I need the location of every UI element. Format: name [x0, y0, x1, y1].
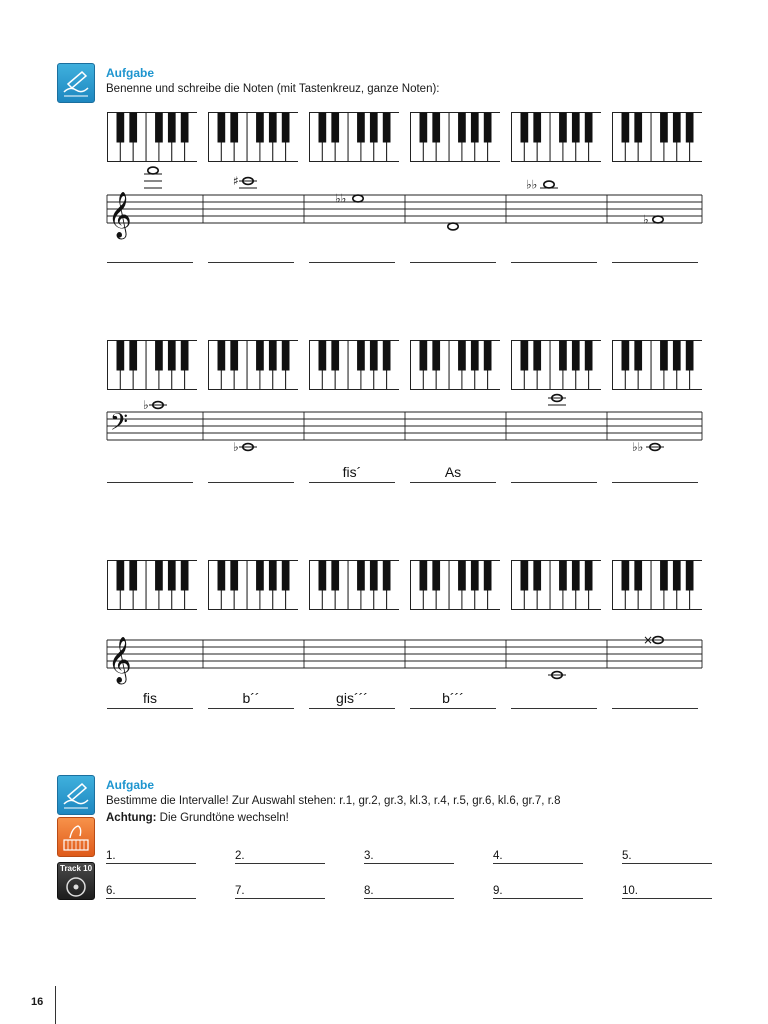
interval-answer-line[interactable]: [235, 898, 325, 899]
task2-warning: [106, 812, 289, 824]
black-key[interactable]: [181, 561, 189, 591]
whole-note: [148, 167, 158, 174]
black-key[interactable]: [282, 113, 290, 143]
black-key[interactable]: [572, 113, 580, 143]
answer-text: fis: [143, 690, 157, 706]
accidental-icon: ♭♭: [632, 440, 644, 454]
piano-keyboard[interactable]: [410, 560, 500, 610]
piano-keyboard[interactable]: [612, 560, 702, 610]
cd-icon[interactable]: [57, 862, 95, 900]
black-key[interactable]: [383, 113, 391, 143]
black-key[interactable]: [181, 113, 189, 143]
music-staff: [0, 165, 768, 245]
black-key[interactable]: [458, 113, 466, 143]
black-key[interactable]: [256, 341, 264, 371]
black-key[interactable]: [269, 561, 277, 591]
black-key[interactable]: [370, 561, 378, 591]
black-key[interactable]: [357, 341, 365, 371]
black-key[interactable]: [155, 113, 163, 143]
black-key[interactable]: [521, 113, 529, 143]
black-key[interactable]: [129, 561, 137, 591]
black-key[interactable]: [331, 561, 339, 591]
answer-blank[interactable]: [612, 262, 698, 263]
black-key[interactable]: [533, 113, 541, 143]
interval-number: 7.: [235, 885, 245, 897]
black-key[interactable]: [634, 561, 642, 591]
interval-number: 1.: [106, 850, 116, 862]
black-key[interactable]: [129, 113, 137, 143]
whole-note: [653, 216, 663, 223]
piano-keyboard[interactable]: [107, 560, 197, 610]
interval-number: 5.: [622, 850, 632, 862]
black-key[interactable]: [559, 341, 567, 371]
page-number: 16: [31, 996, 44, 1008]
writing-hand-icon: [57, 63, 95, 103]
black-key[interactable]: [559, 113, 567, 143]
answer-blank[interactable]: [511, 708, 597, 709]
black-key[interactable]: [420, 561, 428, 591]
accidental-icon: ♭: [233, 440, 239, 454]
black-key[interactable]: [230, 561, 238, 591]
black-key[interactable]: [622, 561, 630, 591]
interval-number: 6.: [106, 885, 116, 897]
interval-answer-line[interactable]: [493, 898, 583, 899]
black-key[interactable]: [420, 113, 428, 143]
hand-piano-icon: [57, 817, 95, 857]
black-key[interactable]: [484, 341, 492, 371]
bass-clef-icon: 𝄢: [110, 408, 129, 442]
piano-keyboard[interactable]: [612, 112, 702, 162]
piano-keyboard[interactable]: [107, 112, 197, 162]
black-key[interactable]: [218, 341, 226, 371]
black-key[interactable]: [319, 113, 327, 143]
black-key[interactable]: [559, 561, 567, 591]
piano-keyboard[interactable]: [208, 112, 298, 162]
answer-blank[interactable]: [208, 708, 294, 709]
music-staff: [0, 610, 768, 690]
black-key[interactable]: [282, 341, 290, 371]
piano-keyboard[interactable]: [208, 560, 298, 610]
black-key[interactable]: [572, 341, 580, 371]
black-key[interactable]: [432, 561, 440, 591]
answer-blank[interactable]: [612, 708, 698, 709]
warning-label: Achtung:: [106, 812, 157, 824]
black-key[interactable]: [357, 113, 365, 143]
black-key[interactable]: [533, 341, 541, 371]
black-key[interactable]: [673, 341, 681, 371]
black-key[interactable]: [256, 561, 264, 591]
piano-keyboard[interactable]: [309, 560, 399, 610]
black-key[interactable]: [471, 341, 479, 371]
black-key[interactable]: [521, 341, 529, 371]
black-key[interactable]: [269, 341, 277, 371]
black-key[interactable]: [168, 561, 176, 591]
answer-blank[interactable]: [410, 262, 496, 263]
black-key[interactable]: [585, 341, 593, 371]
answer-blank[interactable]: [309, 262, 395, 263]
track-label: Track 10: [60, 864, 93, 873]
accidental-icon: ♯: [233, 174, 239, 188]
black-key[interactable]: [269, 113, 277, 143]
black-key[interactable]: [484, 113, 492, 143]
accidental-icon: ♭: [143, 398, 149, 412]
black-key[interactable]: [432, 113, 440, 143]
warning-text: Die Grundtöne wechseln!: [156, 812, 289, 824]
black-key[interactable]: [218, 113, 226, 143]
black-key[interactable]: [282, 561, 290, 591]
interval-answer-line[interactable]: [493, 863, 583, 864]
interval-number: 9.: [493, 885, 503, 897]
black-key[interactable]: [331, 341, 339, 371]
black-key[interactable]: [218, 561, 226, 591]
black-key[interactable]: [319, 341, 327, 371]
piano-keyboard[interactable]: [511, 560, 601, 610]
black-key[interactable]: [129, 341, 137, 371]
black-key[interactable]: [622, 113, 630, 143]
answer-text: fis´: [342, 464, 362, 480]
black-key[interactable]: [370, 341, 378, 371]
interval-number: 3.: [364, 850, 374, 862]
answer-blank[interactable]: [107, 482, 193, 483]
treble-clef-icon: 𝄞: [108, 637, 132, 683]
interval-answer-line[interactable]: [364, 863, 454, 864]
black-key[interactable]: [181, 341, 189, 371]
black-key[interactable]: [686, 561, 694, 591]
black-key[interactable]: [331, 113, 339, 143]
answer-blank[interactable]: [410, 708, 496, 709]
answer-blank[interactable]: [107, 708, 193, 709]
black-key[interactable]: [521, 561, 529, 591]
whole-note: [544, 181, 554, 188]
accidental-icon: ♭: [643, 212, 649, 227]
whole-note: [448, 223, 458, 230]
black-key[interactable]: [634, 113, 642, 143]
interval-answer-line[interactable]: [106, 898, 196, 899]
accidental-icon: ♭♭: [335, 191, 347, 206]
black-key[interactable]: [660, 341, 668, 371]
treble-clef-icon: 𝄞: [108, 192, 132, 238]
task2-title: Aufgabe: [106, 778, 154, 792]
whole-note: [353, 195, 363, 202]
black-key[interactable]: [117, 113, 125, 143]
black-key[interactable]: [420, 341, 428, 371]
accidental-icon: ♭♭: [526, 177, 538, 192]
task1-title: Aufgabe: [106, 66, 154, 80]
black-key[interactable]: [117, 561, 125, 591]
answer-blank[interactable]: [309, 482, 395, 483]
piano-keyboard[interactable]: [511, 112, 601, 162]
black-key[interactable]: [471, 113, 479, 143]
black-key[interactable]: [686, 113, 694, 143]
answer-text: b´´´: [442, 690, 464, 706]
answer-blank[interactable]: [410, 482, 496, 483]
black-key[interactable]: [256, 113, 264, 143]
piano-keyboard[interactable]: [309, 112, 399, 162]
black-key[interactable]: [117, 341, 125, 371]
black-key[interactable]: [230, 113, 238, 143]
interval-answer-line[interactable]: [622, 863, 712, 864]
black-key[interactable]: [622, 341, 630, 371]
black-key[interactable]: [319, 561, 327, 591]
black-key[interactable]: [660, 113, 668, 143]
black-key[interactable]: [686, 341, 694, 371]
answer-blank[interactable]: [612, 482, 698, 483]
black-key[interactable]: [572, 561, 580, 591]
black-key[interactable]: [357, 561, 365, 591]
black-key[interactable]: [155, 561, 163, 591]
answer-blank[interactable]: [511, 262, 597, 263]
answer-text: As: [444, 464, 462, 480]
interval-number: 10.: [622, 885, 638, 897]
interval-answer-line[interactable]: [235, 863, 325, 864]
black-key[interactable]: [168, 341, 176, 371]
interval-answer-line[interactable]: [622, 898, 712, 899]
interval-answer-line[interactable]: [106, 863, 196, 864]
piano-keyboard[interactable]: [410, 112, 500, 162]
writing-hand-icon: [57, 775, 95, 815]
black-key[interactable]: [660, 561, 668, 591]
black-key[interactable]: [458, 561, 466, 591]
black-key[interactable]: [533, 561, 541, 591]
answer-blank[interactable]: [511, 482, 597, 483]
black-key[interactable]: [383, 561, 391, 591]
interval-number: 8.: [364, 885, 374, 897]
black-key[interactable]: [230, 341, 238, 371]
task1-instruction: Benenne und schreibe die Noten (mit Tastenkreuz, ganze Noten):: [106, 83, 440, 95]
answer-blank[interactable]: [208, 262, 294, 263]
black-key[interactable]: [432, 341, 440, 371]
page-divider: [55, 986, 56, 1024]
black-key[interactable]: [383, 341, 391, 371]
answer-text: b´´: [242, 690, 260, 706]
black-key[interactable]: [458, 341, 466, 371]
black-key[interactable]: [673, 561, 681, 591]
black-key[interactable]: [168, 113, 176, 143]
interval-number: 4.: [493, 850, 503, 862]
answer-blank[interactable]: [107, 262, 193, 263]
black-key[interactable]: [634, 341, 642, 371]
black-key[interactable]: [484, 561, 492, 591]
black-key[interactable]: [370, 113, 378, 143]
interval-number: 2.: [235, 850, 245, 862]
answer-blank[interactable]: [309, 708, 395, 709]
black-key[interactable]: [585, 561, 593, 591]
answer-blank[interactable]: [208, 482, 294, 483]
accidental-icon: ×: [643, 633, 654, 647]
black-key[interactable]: [155, 341, 163, 371]
black-key[interactable]: [585, 113, 593, 143]
answer-text: gis´´´: [336, 690, 368, 706]
black-key[interactable]: [673, 113, 681, 143]
music-staff: [0, 382, 768, 462]
task2-instruction: Bestimme die Intervalle! Zur Auswahl stehen: r.1, gr.2, gr.3, kl.3, r.4, r.5, gr.6, kl.6, gr.7, r.8: [106, 795, 561, 807]
black-key[interactable]: [471, 561, 479, 591]
interval-answer-line[interactable]: [364, 898, 454, 899]
